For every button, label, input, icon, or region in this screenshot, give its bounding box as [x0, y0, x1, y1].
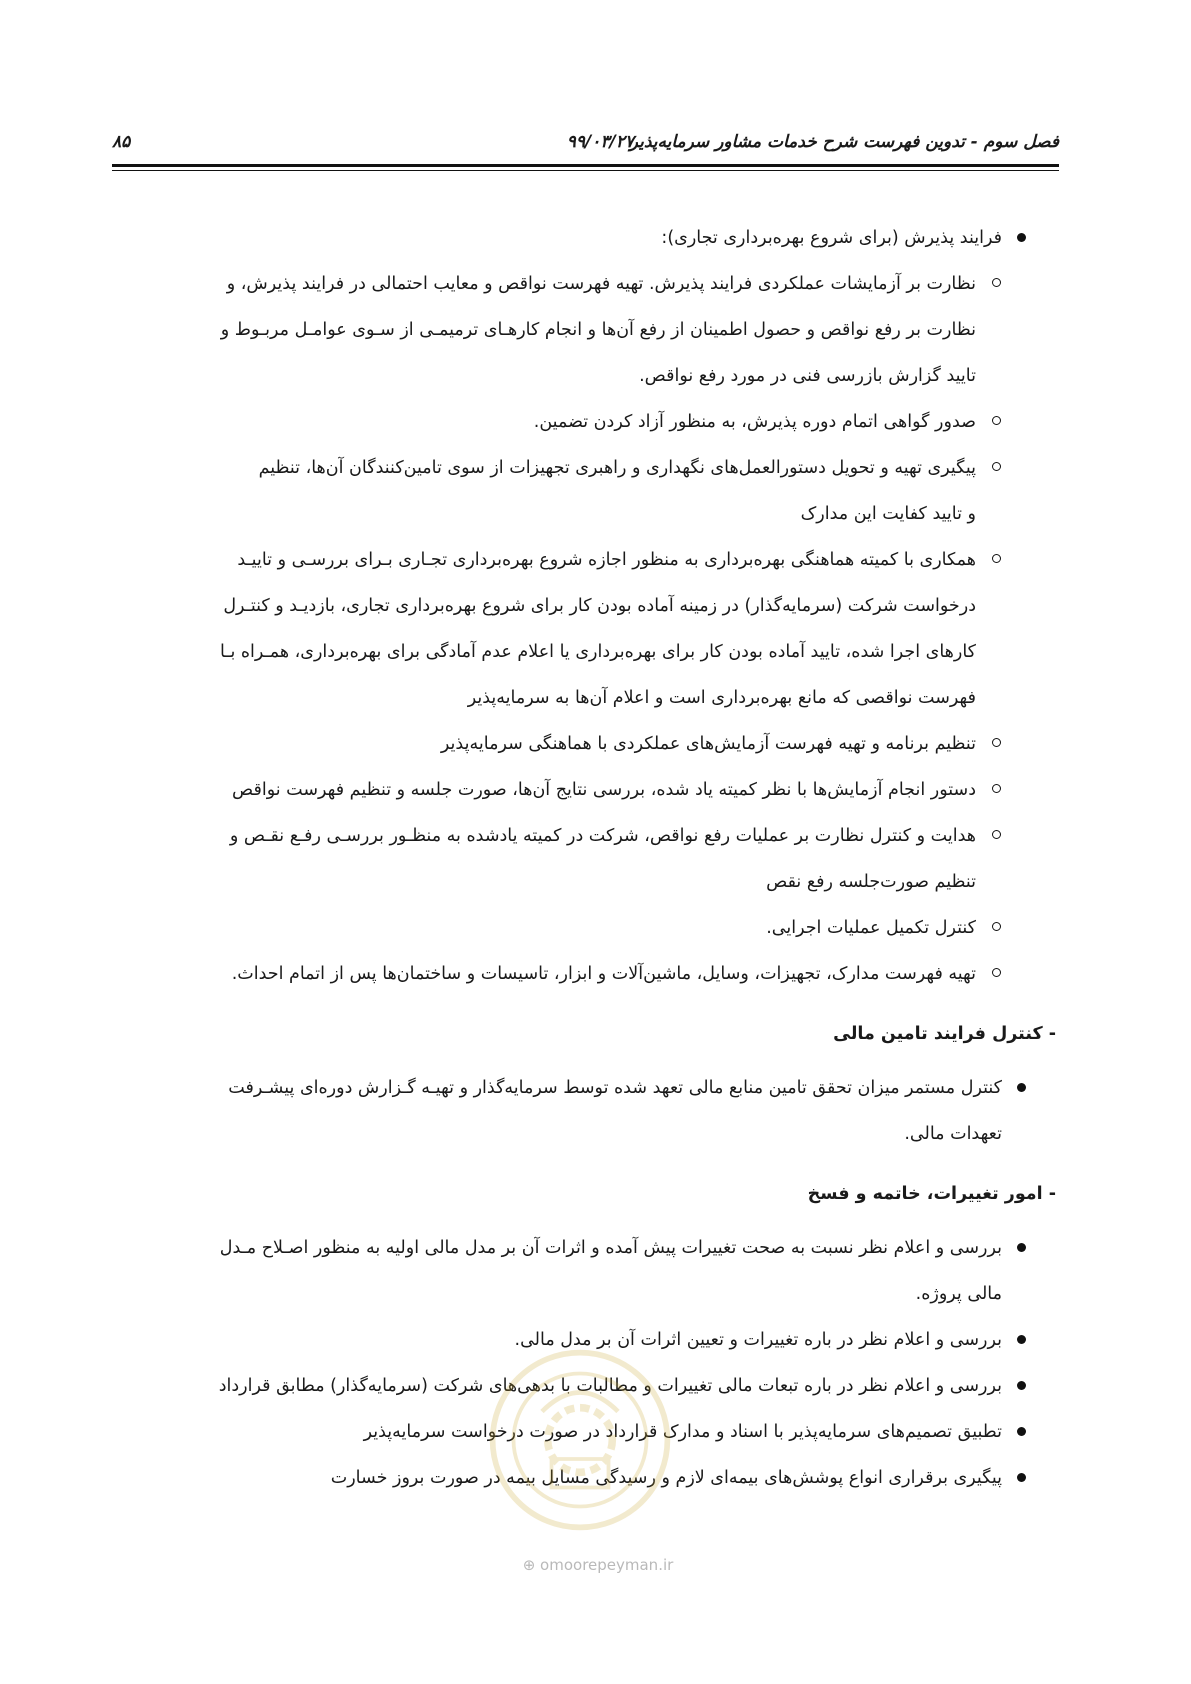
sub-item [118, 767, 1056, 813]
sub-item-line: کنترل تکمیل عملیات اجرایی. [766, 918, 976, 938]
sub-item-line: صدور گواهی اتمام دوره پذیرش، به منظور آزاد کردن تضمین. [533, 412, 976, 432]
bullet-icon [1017, 1473, 1026, 1482]
circle-bullet-icon [992, 784, 1001, 793]
header-rule-thin [112, 170, 1059, 171]
sub-item-line: همکاری با کمیته هماهنگی بهره‌برداری به منظور اجازه شروع بهره‌برداری تجـاری بـرای بررسـی و تاییـد [237, 550, 976, 570]
sub-item [118, 445, 1056, 537]
bullet-line: بررسی و اعلام نظر نسبت به صحت تغییرات پیش آمده و اثرات آن بر مدل مالی اولیه به منظور اصـلاح مـدل [219, 1238, 1002, 1258]
sub-item-line: هدایت و کنترل نظارت بر عملیات رفع نواقص، شرکت در کمیته یادشده به منظـور بررسـی رفـع نقـص و [229, 826, 976, 846]
bullet-text: فرایند پذیرش (برای شروع بهره‌برداری تجاری): [661, 228, 1002, 248]
sub-item-line: تهیه فهرست مدارک، تجهیزات، وسایل، ماشین‌آلات و ابزار، تاسیسات و ساختمان‌ها پس از اتمام احداث. [231, 964, 976, 984]
sub-item [118, 951, 1056, 997]
sub-item [118, 537, 1056, 721]
sub-item-line: و تایید کفایت این مدارک [800, 504, 976, 524]
watermark-text [498, 1556, 698, 1574]
sub-item-line: نظارت بر آزمایشات عملکردی فرایند پذیرش. تهیه فهرست نواقص و معایب احتمالی در فرایند پذیرش، و [226, 274, 976, 294]
bullet-icon [1017, 1243, 1026, 1252]
bullet-item [118, 215, 1056, 261]
bullet-line: بررسی و اعلام نظر در باره تغییرات و تعیین اثرات آن بر مدل مالی. [514, 1330, 1002, 1350]
circle-bullet-icon [992, 830, 1001, 839]
bullet-item [118, 1225, 1056, 1317]
bullet-icon [1017, 1335, 1026, 1344]
bullet-line: مالی پروژه. [915, 1284, 1002, 1304]
bullet-icon [1017, 1381, 1026, 1390]
circle-bullet-icon [992, 416, 1001, 425]
sub-item [118, 905, 1056, 951]
sub-item-line: درخواست شرکت (سرمایه‌گذار) در زمینه آماده بودن کار برای شروع بهره‌برداری تجاری، بازدیـد و کنتـرل [223, 596, 976, 616]
bullet-icon [1017, 233, 1026, 242]
watermark-logo-icon [485, 1345, 675, 1535]
watermark-url: omoorepeyman.ir [540, 1556, 674, 1574]
circle-bullet-icon [992, 554, 1001, 563]
sub-item [118, 399, 1056, 445]
circle-bullet-icon [992, 738, 1001, 747]
sub-item-line: کارهای اجرا شده، تایید آماده بودن کار برای بهره‌برداری یا اعلام عدم آمادگی برای بهره‌برداری، همـراه بـا [220, 642, 976, 662]
circle-bullet-icon [992, 462, 1001, 471]
header-rule-thick [112, 164, 1059, 167]
section-heading-changes: - امور تغییرات، خاتمه و فسخ [807, 1184, 1056, 1204]
circle-bullet-icon [992, 922, 1001, 931]
bullet-line: کنترل مستمر میزان تحقق تامین منابع مالی تعهد شده توسط سرمایه‌گذار و تهیـه گـزارش دوره‌ای پیشـرفت [228, 1078, 1002, 1098]
bullet-line: پیگیری برقراری انواع پوشش‌های بیمه‌ای لازم و رسیدگی مسایل بیمه در صورت بروز خسارت [330, 1468, 1002, 1488]
page-header [112, 130, 1059, 158]
bullet-line: بررسی و اعلام نظر در باره تبعات مالی تغییرات و مطالبات با بدهی‌های شرکت (سرمایه‌گذار) مطابق قرارداد [218, 1376, 1002, 1396]
bullet-icon [1017, 1083, 1026, 1092]
chapter-title: فصل سوم - تدوین فهرست شرح خدمات مشاور سرمایه‌پذیر [629, 132, 1059, 152]
sub-item-line: پیگیری تهیه و تحویل دستورالعمل‌های نگهداری و راهبری تجهیزات از سوی تامین‌کنندگان آن‌ها، تنظیم [258, 458, 976, 478]
sub-item-line: دستور انجام آزمایش‌ها با نظر کمیته یاد شده، بررسی نتایج آن‌ها، صورت جلسه و تنظیم فهرست نواقص [232, 780, 976, 800]
section-heading-financing: - کنترل فرایند تامین مالی [833, 1024, 1056, 1044]
bullet-line: تطبیق تصمیم‌های سرمایه‌پذیر با اسناد و مدارک قرارداد در صورت درخواست سرمایه‌پذیر [363, 1422, 1002, 1442]
page-content [118, 215, 1056, 1501]
watermark-globe-icon: ⊕ [522, 1556, 536, 1574]
sub-item-line: فهرست نواقصی که مانع بهره‌برداری است و اعلام آن‌ها به سرمایه‌پذیر [467, 688, 976, 708]
bullet-icon [1017, 1427, 1026, 1436]
sub-item-list [118, 261, 1056, 997]
sub-item [118, 261, 1056, 399]
bullet-item [118, 1065, 1056, 1157]
bullet-line: تعهدات مالی. [904, 1124, 1002, 1144]
sub-item-line: تایید گزارش بازرسی فنی در مورد رفع نواقص. [639, 366, 976, 386]
sub-item-line: تنظیم صورت‌جلسه رفع نقص [766, 872, 976, 892]
header-date: ۹۹/۰۳/۲۷ [566, 132, 634, 152]
circle-bullet-icon [992, 278, 1001, 287]
sub-item-line: نظارت بر رفع نواقص و حصول اطمینان از رفع آن‌ها و انجام کارهـای ترمیمـی از سـوی عوامـل مربـوط و [220, 320, 976, 340]
sub-item [118, 813, 1056, 905]
circle-bullet-icon [992, 968, 1001, 977]
page-number: ۸۵ [112, 132, 131, 152]
sub-item-line: تنظیم برنامه و تهیه فهرست آزمایش‌های عملکردی با هماهنگی سرمایه‌پذیر [440, 734, 976, 754]
sub-item [118, 721, 1056, 767]
